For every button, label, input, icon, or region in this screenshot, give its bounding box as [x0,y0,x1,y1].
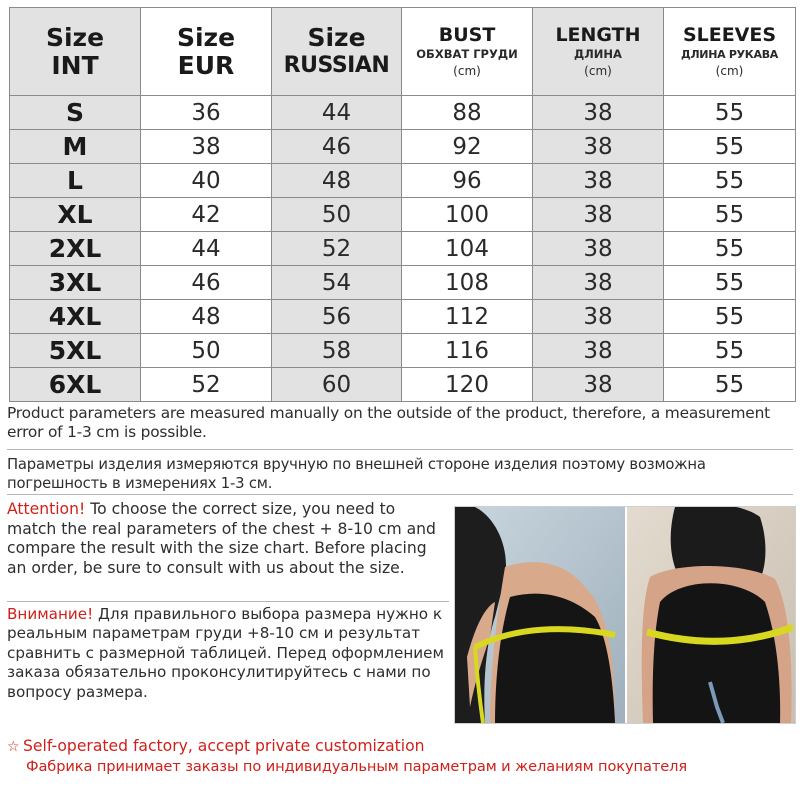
cell-sleeves: 55 [664,130,796,164]
header-size-int: Size INT [10,8,141,96]
header-size-eur: Size EUR [141,8,272,96]
cell-sleeves: 55 [664,232,796,266]
attention-block-en [7,500,449,578]
cell-length: 38 [533,198,664,232]
table-row [10,232,796,266]
attention-text-ru: Для правильного выбора размера нужно к реальным параметрам груди +8-10 см и результат сравнить с размерной таблицей. Перед оформлением заказа обязательно проконсулитируйтесь с нами по вопросу размера. [7,605,444,701]
cell-bust: 108 [402,266,533,300]
cell-size-russian: 50 [272,198,402,232]
photo-divider [625,507,627,723]
attention-label-en: Attention! [7,500,86,518]
cell-bust: 116 [402,334,533,368]
cell-size-int: 2XL [10,232,141,266]
cell-length: 38 [533,300,664,334]
cell-bust: 96 [402,164,533,198]
cell-bust: 88 [402,96,533,130]
cell-sleeves: 55 [664,300,796,334]
table-row [10,96,796,130]
table-row [10,334,796,368]
table-row [10,300,796,334]
cell-size-russian: 60 [272,368,402,402]
measurement-note-ru: Параметры изделия измеряются вручную по внешней стороне изделия поэтому возможна погрешность в измерениях 1-3 см. [7,456,706,492]
cell-size-int: 4XL [10,300,141,334]
cell-size-eur: 48 [141,300,272,334]
cell-sleeves: 55 [664,334,796,368]
cell-size-russian: 52 [272,232,402,266]
cell-size-russian: 54 [272,266,402,300]
header-size-russian: Size RUSSIAN [272,8,402,96]
cell-size-int: M [10,130,141,164]
star-icon: ☆ [7,739,20,755]
footer-customization-ru: Фабрика принимает заказы по индивидуальным параметрам и желаниям покупателя [26,758,688,775]
size-chart-table [9,7,796,402]
cell-bust: 104 [402,232,533,266]
divider [7,494,793,495]
cell-size-eur: 40 [141,164,272,198]
header-length: LENGTH ДЛИНА (cm) [533,8,664,96]
divider [7,449,793,450]
cell-length: 38 [533,232,664,266]
cell-size-int: 6XL [10,368,141,402]
table-row [10,164,796,198]
bust-measurement-photo [454,506,796,724]
measurement-note-en: Product parameters are measured manually on the outside of the product, therefore, a measurement error of 1-3 cm is possible. [7,404,770,441]
cell-size-russian: 56 [272,300,402,334]
cell-size-eur: 38 [141,130,272,164]
cell-size-int: 3XL [10,266,141,300]
cell-size-eur: 46 [141,266,272,300]
cell-bust: 112 [402,300,533,334]
cell-length: 38 [533,334,664,368]
header-bust: BUST ОБХВАТ ГРУДИ (cm) [402,8,533,96]
footer-text-en: Self-operated factory, accept private customization [23,737,425,755]
attention-text-en: To choose the correct size, you need to match the real parameters of the chest + 8-10 cm and compare the result with the size chart. Before placing an order, be sure to consult with us about the size. [7,500,436,577]
cell-sleeves: 55 [664,164,796,198]
cell-size-russian: 58 [272,334,402,368]
cell-length: 38 [533,96,664,130]
cell-size-russian: 46 [272,130,402,164]
cell-size-eur: 36 [141,96,272,130]
cell-size-eur: 52 [141,368,272,402]
cell-length: 38 [533,164,664,198]
cell-size-int: S [10,96,141,130]
cell-bust: 100 [402,198,533,232]
cell-bust: 92 [402,130,533,164]
table-row [10,368,796,402]
cell-size-int: 5XL [10,334,141,368]
cell-size-eur: 44 [141,232,272,266]
cell-size-int: XL [10,198,141,232]
footer-customization-en [7,737,797,755]
cell-bust: 120 [402,368,533,402]
divider [7,601,449,602]
cell-size-eur: 42 [141,198,272,232]
attention-label-ru: Внимание! [7,605,94,623]
table-row [10,266,796,300]
cell-length: 38 [533,266,664,300]
cell-size-russian: 48 [272,164,402,198]
cell-size-russian: 44 [272,96,402,130]
cell-sleeves: 55 [664,198,796,232]
cell-length: 38 [533,130,664,164]
cell-size-int: L [10,164,141,198]
table-row [10,130,796,164]
header-sleeves: SLEEVES ДЛИНА РУКАВА (cm) [664,8,796,96]
cell-sleeves: 55 [664,368,796,402]
cell-length: 38 [533,368,664,402]
cell-sleeves: 55 [664,266,796,300]
table-row [10,198,796,232]
cell-size-eur: 50 [141,334,272,368]
table-header-row [10,8,796,96]
attention-block-ru [7,605,449,702]
cell-sleeves: 55 [664,96,796,130]
